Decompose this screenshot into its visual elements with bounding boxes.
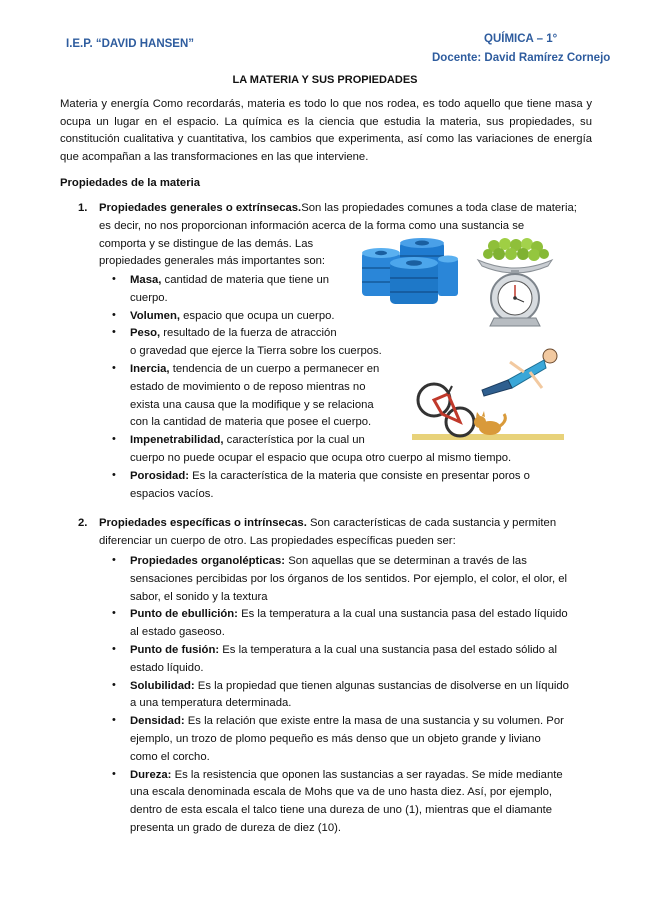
- water-tanks-image: [360, 238, 460, 306]
- subject-label: QUÍMICA – 1°: [484, 33, 558, 45]
- bullet-icon: •: [112, 433, 116, 446]
- property-text: espacios vacíos.: [130, 487, 214, 500]
- property-text: Es la temperatura a la cual una sustancia pasa del estado sólido al: [219, 644, 557, 656]
- property-text: resultado de la fuerza de atracción: [160, 327, 337, 340]
- property-term: Porosidad:: [130, 469, 189, 482]
- property-text: estado de movimiento o de reposo mientras no: [130, 380, 366, 393]
- property-text: espacio que ocupa un cuerpo.: [180, 309, 335, 322]
- specific-number: 2.: [78, 517, 88, 529]
- property-term: Peso,: [130, 327, 161, 340]
- property-term: Inercia,: [130, 363, 170, 375]
- property-term: Punto de fusión:: [130, 644, 220, 656]
- property-item: [130, 713, 598, 766]
- property-text: estado líquido.: [130, 661, 204, 674]
- property-text: Es la propiedad que tienen algunas sustancias de disolverse en un líquido: [194, 679, 569, 692]
- property-item: [130, 767, 598, 838]
- property-text: dentro de esta escala el talco tiene una dureza de uno (1), mientras que el diamante: [130, 804, 553, 817]
- general-text-3: comporta y se distingue de las demás. Las: [99, 237, 314, 250]
- bullet-icon: •: [112, 362, 116, 374]
- property-text: al estado gaseoso.: [130, 626, 225, 639]
- property-item: [130, 642, 598, 678]
- property-text: cuerpo no puede ocupar el espacio que ocupa otro cuerpo al mismo tiempo.: [130, 451, 512, 464]
- section-title: Propiedades de la materia: [60, 177, 201, 189]
- property-text: Es la característica de la materia que consiste en presentar poros o: [189, 469, 530, 482]
- property-term: Propiedades organolépticas:: [130, 555, 286, 567]
- bullet-icon: •: [112, 714, 116, 727]
- property-text: Es la resistencia que oponen las sustancias a ser rayadas. Se mide mediante: [171, 768, 563, 781]
- bullet-icon: •: [112, 308, 116, 321]
- bullet-icon: •: [112, 767, 116, 780]
- property-text: una escala denominada escala de Mohs que va de uno hasta diez. Así, por ejemplo,: [130, 786, 553, 799]
- property-term: Densidad:: [130, 715, 185, 728]
- water-tank-front: [390, 257, 438, 304]
- property-term: Impenetrabilidad,: [130, 434, 224, 447]
- property-text: o gravedad que ejerce la Tierra sobre los cuerpos.: [130, 345, 382, 358]
- falling-person-icon: [482, 349, 557, 396]
- specific-intro: [99, 515, 593, 551]
- property-term: Masa,: [130, 274, 162, 286]
- property-term: Punto de ebullición:: [130, 608, 238, 621]
- property-text: a una temperatura determinada.: [130, 697, 292, 710]
- general-text-1: Son las propiedades comunes a toda clase de materia;: [301, 202, 577, 214]
- cyclist-falling-image: [412, 344, 564, 444]
- teacher-label: Docente: David Ramírez Cornejo: [432, 52, 611, 64]
- specific-heading: Propiedades específicas o intrínsecas.: [99, 517, 307, 529]
- property-text: exista una causa que la modifique y se relaciona: [130, 398, 374, 411]
- property-item: [130, 468, 598, 504]
- property-text: sensaciones percibidas por los órganos de los sentidos. Por ejemplo, el color, el olor, el: [130, 572, 568, 585]
- water-tank-right: [438, 256, 458, 297]
- bullet-icon: •: [112, 554, 116, 566]
- property-text: presenta un grado de dureza de diez (10).: [130, 821, 342, 834]
- property-text: ejemplo, un trozo de plomo pequeño es más denso que un objeto grande y liviano: [130, 732, 541, 745]
- property-term: Solubilidad:: [130, 679, 195, 692]
- specific-text-1: Son características de cada sustancia y permiten: [306, 517, 557, 529]
- property-text: como el corcho.: [130, 750, 210, 763]
- property-term: Volumen,: [130, 309, 181, 322]
- property-text: cuerpo.: [130, 291, 168, 304]
- property-item: [130, 553, 598, 606]
- specific-text-2: diferenciar un cuerpo de otro. Las propiedades específicas pueden ser:: [99, 534, 456, 547]
- bullet-icon: •: [112, 607, 116, 620]
- property-text: Es la temperatura a la cual una sustancia pasa del estado líquido: [237, 608, 568, 621]
- bullet-icon: •: [112, 678, 116, 691]
- property-item: [130, 325, 400, 361]
- property-text: cantidad de materia que tiene un: [161, 274, 330, 286]
- document-title: LA MATERIA Y SUS PROPIEDADES: [232, 74, 418, 86]
- property-text: característica por la cual un: [223, 434, 365, 447]
- property-item: [130, 678, 598, 714]
- property-term: Dureza:: [130, 768, 172, 781]
- bicycle-icon: [418, 384, 474, 436]
- bullet-icon: •: [112, 273, 116, 285]
- property-text: tendencia de un cuerpo a permanecer en: [169, 363, 380, 375]
- bullet-icon: •: [112, 643, 116, 655]
- cat-icon: [474, 411, 505, 435]
- intro-paragraph: Materia y energía Como recordarás, materia es todo lo que nos rodea, es todo aquello que tiene masa y ocupa un lugar en el espacio. La química es la ciencia que estudia la materia, sus propiedades, su constitución cualitativa y cuantitativa, los cambios que experimenta, así como las variaciones de energía que acompañan a las transformaciones en las que interviene.: [60, 98, 592, 163]
- general-heading: Propiedades generales o extrínsecas.: [99, 202, 302, 214]
- general-number: 1.: [78, 202, 88, 214]
- general-text-2: es decir, no nos proporcionan información acerca de la forma como una sustancia se: [99, 219, 525, 232]
- property-item: [130, 361, 400, 432]
- property-item: [130, 606, 598, 642]
- property-text: Es la relación que existe entre la masa de una sustancia y su volumen. Por: [184, 715, 564, 728]
- bullet-icon: •: [112, 468, 116, 481]
- bullet-icon: •: [112, 326, 116, 339]
- property-item: [130, 308, 400, 326]
- grapes-icon: [483, 238, 549, 261]
- kitchen-scale-image: [474, 236, 556, 328]
- property-text: con la cantidad de materia que posee el cuerpo.: [130, 416, 372, 429]
- property-text: sabor, el sonido y la textura: [130, 590, 268, 603]
- school-name: I.E.P. “DAVID HANSEN”: [66, 38, 195, 50]
- general-text-4: propiedades generales más importantes son:: [99, 255, 326, 268]
- property-text: Son aquellas que se determinan a través de las: [285, 555, 527, 567]
